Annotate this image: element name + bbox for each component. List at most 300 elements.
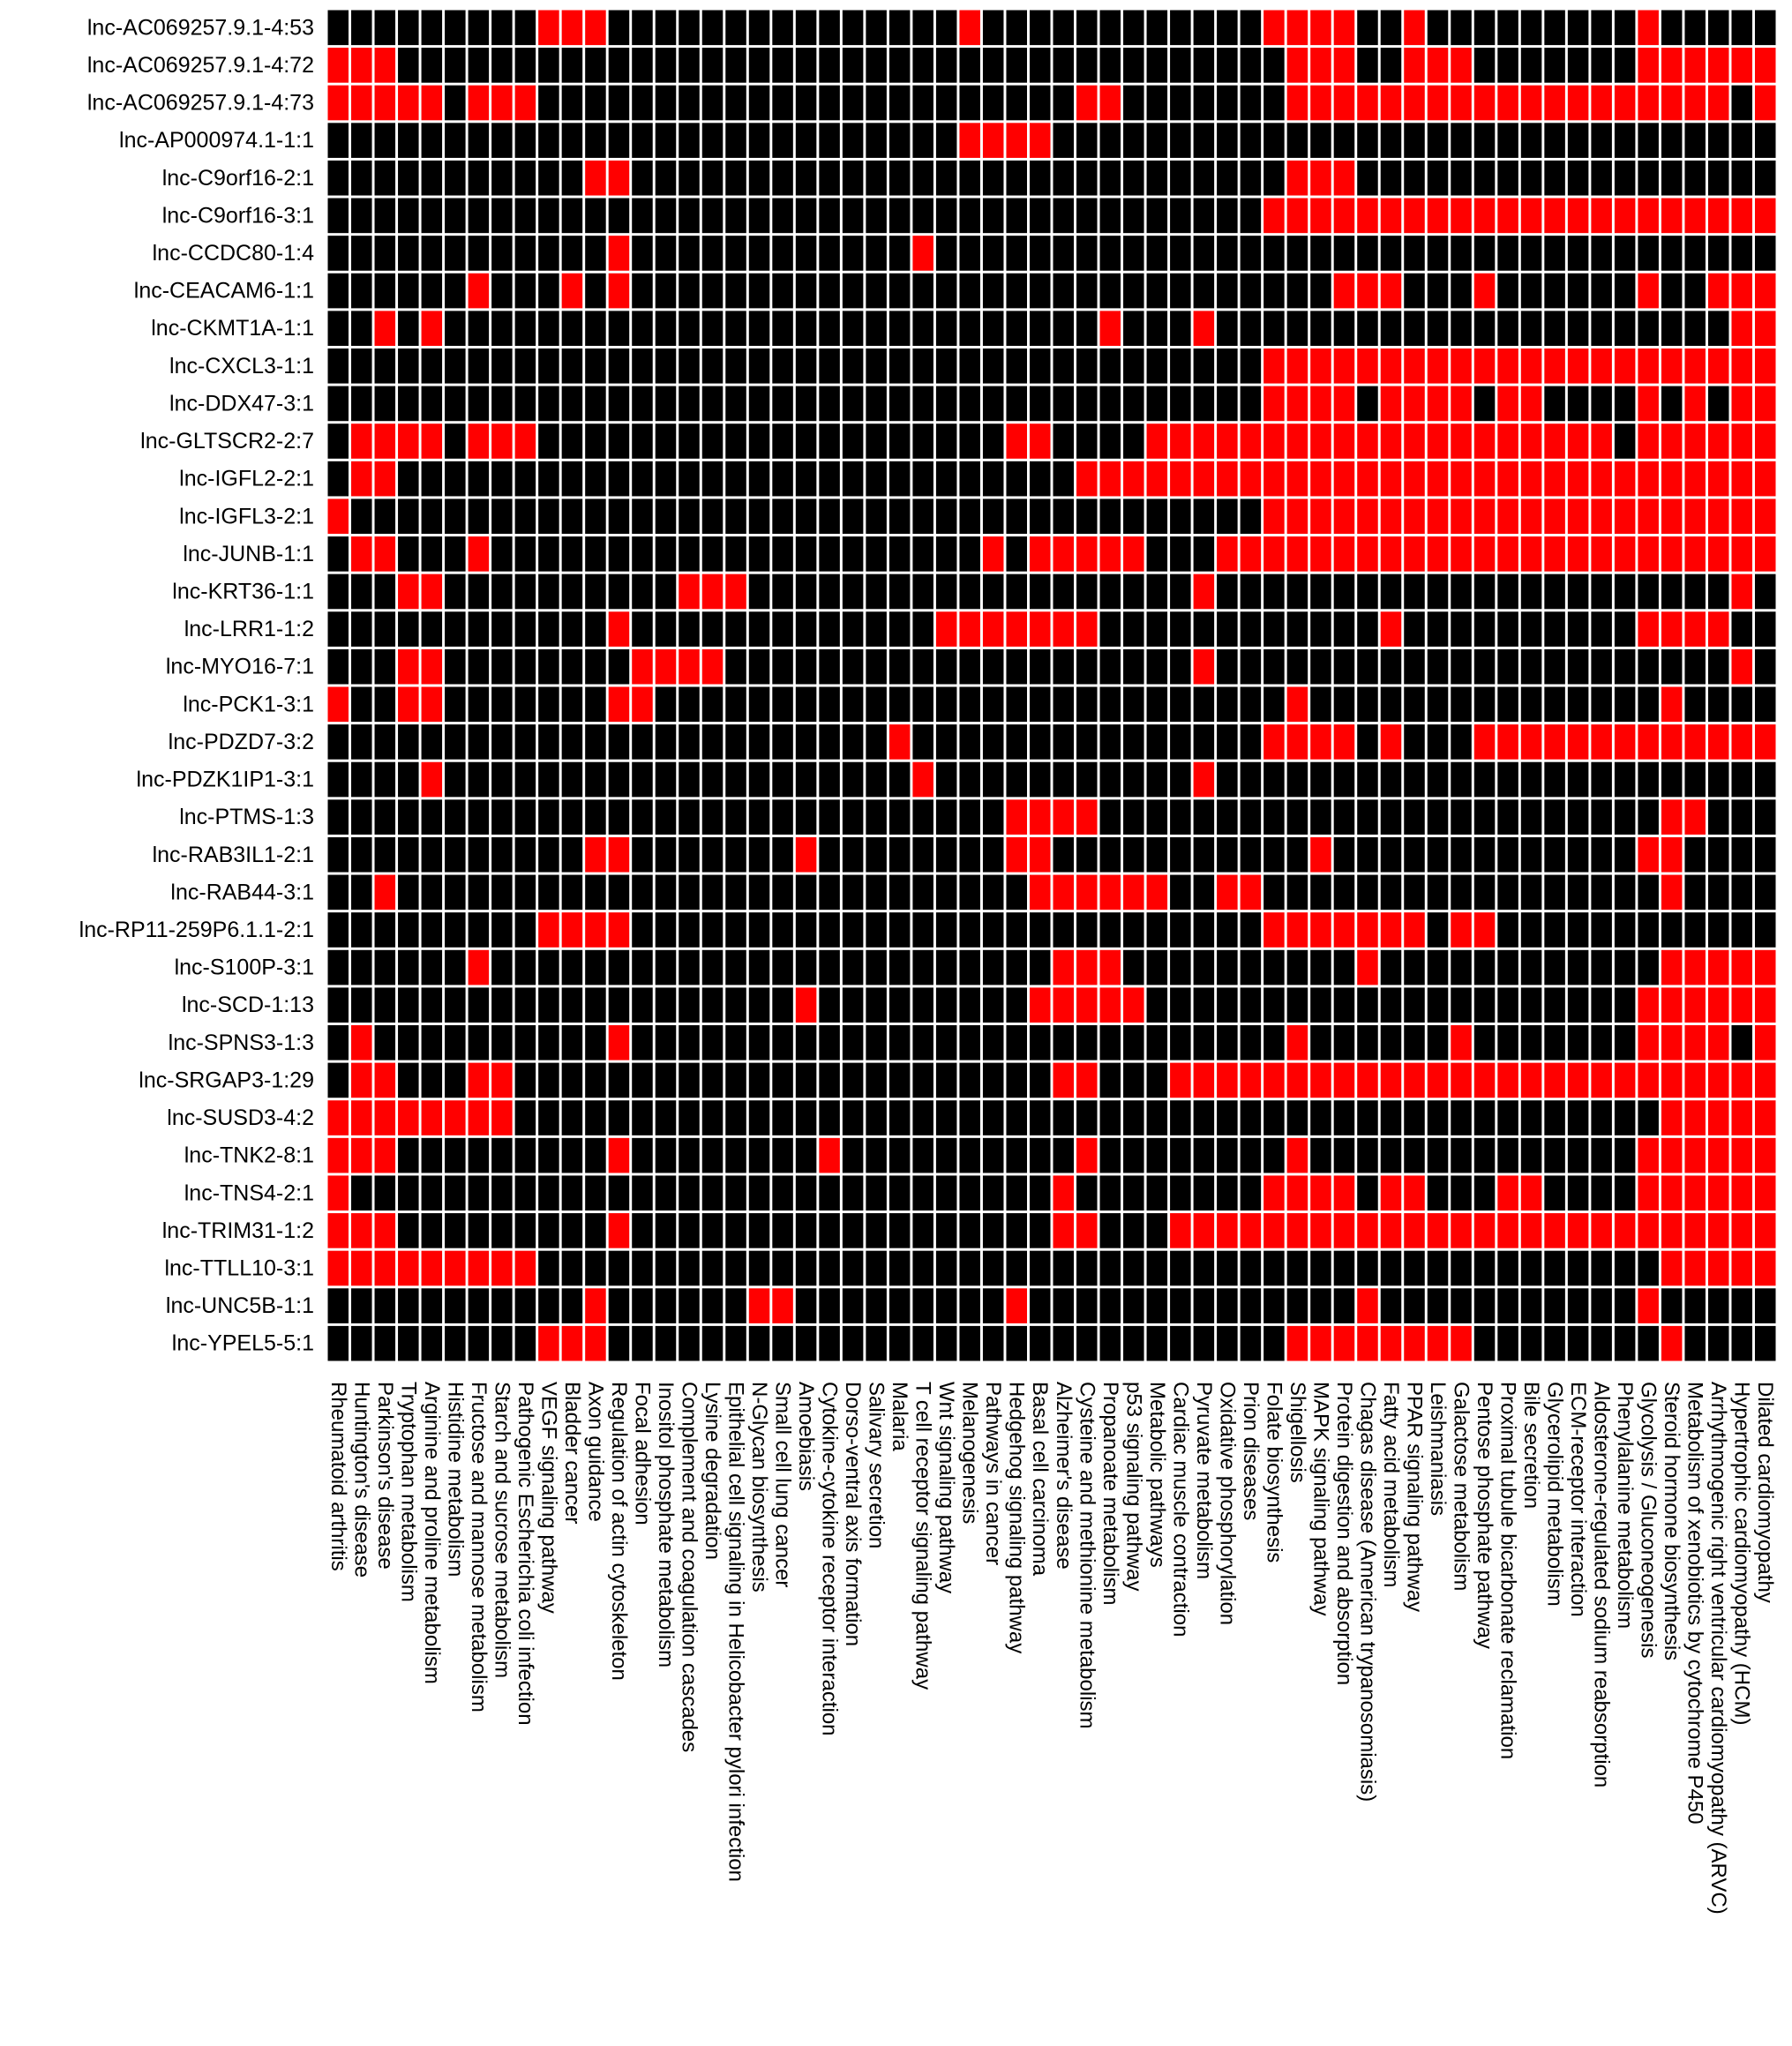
heatmap-cell [1661,987,1683,1023]
heatmap-cell [1030,48,1051,83]
heatmap-cell [632,536,653,572]
column-label: Rheumatoid arthritis [326,1382,350,1571]
heatmap-cell [1263,11,1285,46]
column-label: Basal cell carcinoma [1028,1382,1053,1577]
heatmap-cell [912,950,933,986]
heatmap-cell [1053,199,1075,234]
heatmap-cell [1100,799,1121,835]
heatmap-cell [469,1063,490,1098]
heatmap-cell [1147,48,1168,83]
heatmap-cell [725,311,746,346]
heatmap-cell [936,687,957,723]
heatmap-cell [1428,837,1449,873]
heatmap-cell [422,536,443,572]
row-label: lnc-MYO16-7:1 [165,654,314,679]
heatmap-cell [889,574,911,610]
heatmap-cell [1474,875,1496,911]
heatmap-cell [632,48,653,83]
heatmap-cell [1287,498,1308,534]
heatmap-cell [1123,498,1144,534]
heatmap-cell [1217,161,1238,196]
heatmap-cell [469,311,490,346]
heatmap-cell [515,236,536,271]
heatmap-cell [1053,536,1075,572]
heatmap-cell [959,236,980,271]
heatmap-cell [1334,1288,1355,1323]
heatmap-cell [983,1213,1004,1248]
heatmap-cell [1310,161,1331,196]
heatmap-cell [1708,687,1729,723]
heatmap-cell [725,611,746,647]
heatmap-cell [1357,687,1378,723]
heatmap-cell [1451,423,1472,459]
heatmap-cell [866,199,887,234]
column-label: Hypertrophic cardiomyopathy (HCM) [1729,1382,1754,1726]
column-label: Alzheimer's disease [1051,1382,1076,1570]
heatmap-cell [1170,48,1191,83]
heatmap-cell [843,461,864,497]
heatmap-cell [375,311,396,346]
heatmap-cell [585,912,606,948]
heatmap-cell [328,1138,349,1173]
heatmap-cell [1147,574,1168,610]
heatmap-cell [1731,1251,1752,1286]
heatmap-cell [749,236,770,271]
heatmap-cell [1357,48,1378,83]
heatmap-cell [1638,386,1659,422]
heatmap-cell [1310,611,1331,647]
heatmap-cell [445,1100,466,1135]
heatmap-cell [1521,1138,1542,1173]
heatmap-cell [1474,762,1496,798]
heatmap-cell [1287,1063,1308,1098]
heatmap-cell [772,423,793,459]
heatmap-cell [1053,86,1075,121]
heatmap-cell [1194,574,1215,610]
heatmap-cell [679,123,700,158]
heatmap-cell [725,875,746,911]
heatmap-cell [1661,461,1683,497]
heatmap-cell [866,950,887,986]
heatmap-cell [1404,912,1425,948]
heatmap-cell [1030,461,1051,497]
heatmap-cell [1170,199,1191,234]
column-label: Pentose phosphate pathway [1473,1382,1497,1649]
heatmap-cell [538,1213,559,1248]
heatmap-cell [1123,799,1144,835]
heatmap-cell [1334,837,1355,873]
heatmap-cell [702,86,724,121]
heatmap-cell [843,161,864,196]
heatmap-cell [351,348,372,384]
heatmap-cell [375,423,396,459]
heatmap-cell [1263,199,1285,234]
heatmap-cell [1497,611,1518,647]
heatmap-cell [1708,649,1729,685]
heatmap-cell [1287,762,1308,798]
heatmap-cell [1053,498,1075,534]
heatmap-cell [1568,837,1589,873]
heatmap-cell [1123,536,1144,572]
heatmap-cell [912,1100,933,1135]
heatmap-cell [772,611,793,647]
heatmap-cell [749,875,770,911]
heatmap-cell [328,11,349,46]
heatmap-cell [1684,950,1706,986]
heatmap-cell [1568,536,1589,572]
heatmap-cell [491,837,513,873]
heatmap-cell [1170,687,1191,723]
heatmap-cell [515,161,536,196]
heatmap-cell [1170,724,1191,760]
heatmap-cell [1241,987,1262,1023]
heatmap-cell [1661,950,1683,986]
heatmap-cell [983,1100,1004,1135]
heatmap-cell [843,199,864,234]
column-label: Oxidative phosphorylation [1215,1382,1240,1626]
heatmap-cell [1170,611,1191,647]
heatmap-cell [1521,536,1542,572]
heatmap-cell [1123,1138,1144,1173]
heatmap-cell [656,1063,677,1098]
heatmap-cell [1263,649,1285,685]
heatmap-cell [585,1100,606,1135]
heatmap-cell [819,86,840,121]
heatmap-cell [1030,199,1051,234]
heatmap-cell [1030,1025,1051,1060]
heatmap-cell [422,161,443,196]
heatmap-cell [632,461,653,497]
heatmap-cell [1755,912,1776,948]
column-label: Steroid hormone biosynthesis [1660,1382,1684,1661]
heatmap-cell [1521,123,1542,158]
heatmap-cell [772,86,793,121]
heatmap-cell [422,611,443,647]
heatmap-cell [1263,86,1285,121]
heatmap-cell [866,236,887,271]
heatmap-cell [1404,11,1425,46]
heatmap-cell [538,574,559,610]
heatmap-cell [1428,423,1449,459]
heatmap-cell [936,86,957,121]
heatmap-cell [632,875,653,911]
heatmap-cell [1147,799,1168,835]
heatmap-cell [1076,123,1098,158]
heatmap-cell [1404,649,1425,685]
heatmap-cell [959,1138,980,1173]
heatmap-cell [1755,1138,1776,1173]
heatmap-cell [1428,1100,1449,1135]
heatmap-cell [398,574,419,610]
heatmap-cell [1263,1063,1285,1098]
heatmap-cell [1684,86,1706,121]
heatmap-cell [1357,161,1378,196]
heatmap-cell [1615,348,1636,384]
heatmap-cell [491,498,513,534]
heatmap-cell [1708,950,1729,986]
heatmap-cell [1287,11,1308,46]
heatmap-cell [1731,1175,1752,1210]
heatmap-cell [609,1100,630,1135]
heatmap-cell [1755,536,1776,572]
heatmap-cell [1287,199,1308,234]
heatmap-cell [1287,724,1308,760]
heatmap-cell [515,274,536,309]
heatmap-cell [749,837,770,873]
heatmap-cell [1404,987,1425,1023]
heatmap-cell [585,762,606,798]
column-label: Phenylalanine metabolism [1613,1382,1638,1630]
heatmap-cell [1123,611,1144,647]
heatmap-cell [936,199,957,234]
heatmap-cell [585,48,606,83]
heatmap-cell [1615,950,1636,986]
heatmap-cell [725,649,746,685]
heatmap-cell [469,1326,490,1361]
heatmap-cell [375,274,396,309]
heatmap-cell [1147,762,1168,798]
heatmap-cell [679,498,700,534]
column-label: Propanoate metabolism [1098,1382,1122,1606]
heatmap-cell [538,199,559,234]
heatmap-cell [1357,762,1378,798]
heatmap-cell [912,1138,933,1173]
heatmap-cell [1334,574,1355,610]
heatmap-cell [1194,461,1215,497]
column-label: Melanogenesis [957,1382,982,1525]
heatmap-cell [1755,161,1776,196]
heatmap-cell [422,86,443,121]
heatmap-cell [843,724,864,760]
heatmap-cell [772,1100,793,1135]
heatmap-cell [469,423,490,459]
heatmap-cell [843,799,864,835]
heatmap-cell [469,1025,490,1060]
heatmap-cell [819,1025,840,1060]
heatmap-cell [1357,611,1378,647]
heatmap-cell [1638,1213,1659,1248]
heatmap-cell [1053,1251,1075,1286]
heatmap-cell [1381,86,1402,121]
heatmap-cell [1755,348,1776,384]
heatmap-cell [1451,649,1472,685]
heatmap-cell [866,1288,887,1323]
heatmap-cell [912,11,933,46]
heatmap-cell [889,123,911,158]
heatmap-cell [1147,536,1168,572]
heatmap-cell [936,875,957,911]
heatmap-cell [585,498,606,534]
row-label: lnc-C9orf16-2:1 [161,165,314,191]
heatmap-cell [1381,837,1402,873]
heatmap-cell [398,762,419,798]
heatmap-cell [328,236,349,271]
heatmap-cell [1638,1288,1659,1323]
heatmap-cell [1451,536,1472,572]
heatmap-cell [1451,799,1472,835]
heatmap-cell [375,1063,396,1098]
heatmap-cell [1170,1288,1191,1323]
heatmap-cell [538,762,559,798]
heatmap-cell [1638,274,1659,309]
row-label: lnc-PDZD7-3:2 [168,729,314,754]
heatmap-cell [491,236,513,271]
heatmap-cell [609,1326,630,1361]
heatmap-cell [632,1025,653,1060]
heatmap-cell [1194,1100,1215,1135]
heatmap-cell [796,498,817,534]
heatmap-cell [1241,1138,1262,1173]
heatmap-cell [538,875,559,911]
row-label: lnc-SUSD3-4:2 [167,1105,314,1131]
row-label: lnc-CCDC80-1:4 [152,240,314,266]
heatmap-cell [819,987,840,1023]
heatmap-cell [725,386,746,422]
heatmap-cell [1451,987,1472,1023]
heatmap-cell [959,987,980,1023]
heatmap-cell [936,649,957,685]
heatmap-cell [1755,1251,1776,1286]
heatmap-cell [328,837,349,873]
heatmap-cell [328,498,349,534]
heatmap-cell [1521,611,1542,647]
heatmap-cell [1428,987,1449,1023]
heatmap-cell [609,423,630,459]
heatmap-cell [1194,236,1215,271]
heatmap-cell [1194,611,1215,647]
heatmap-cell [1217,311,1238,346]
heatmap-cell [1147,311,1168,346]
heatmap-cell [585,724,606,760]
heatmap-cell [656,536,677,572]
heatmap-cell [1591,86,1612,121]
heatmap-cell [562,498,583,534]
row-labels [79,15,314,1355]
heatmap-cell [1731,48,1752,83]
column-label: Glycerolipid metabolism [1542,1382,1567,1607]
heatmap-cell [819,274,840,309]
heatmap-cell [1310,574,1331,610]
heatmap-cell [1428,950,1449,986]
heatmap-cell [1497,423,1518,459]
heatmap-cell [983,48,1004,83]
heatmap-cell [1708,236,1729,271]
heatmap-cell [936,1138,957,1173]
heatmap-cell [1076,536,1098,572]
heatmap-cell [959,875,980,911]
heatmap-cell [1076,423,1098,459]
heatmap-cell [1381,236,1402,271]
heatmap-cell [1568,762,1589,798]
heatmap-cell [562,461,583,497]
heatmap-cell [1241,762,1262,798]
heatmap-cell [1357,950,1378,986]
heatmap-cell [819,1175,840,1210]
heatmap-cell [562,11,583,46]
heatmap-cell [469,1175,490,1210]
heatmap-cell [1568,987,1589,1023]
heatmap-cell [515,1175,536,1210]
heatmap-cell [538,386,559,422]
heatmap-cell [585,1175,606,1210]
heatmap-cell [1217,498,1238,534]
column-label: Epithelial cell signaling in Helicobacter pylori infection [724,1382,748,1882]
heatmap-cell [796,1063,817,1098]
heatmap-cell [749,1100,770,1135]
heatmap-cell [1310,724,1331,760]
heatmap-cell [422,498,443,534]
heatmap-cell [1615,1025,1636,1060]
heatmap-cell [749,574,770,610]
heatmap-cell [772,724,793,760]
column-label: Pyruvate metabolism [1191,1382,1216,1580]
heatmap-cell [538,236,559,271]
column-label: Amoebiasis [794,1382,819,1492]
heatmap-cell [328,86,349,121]
heatmap-cell [1544,274,1565,309]
heatmap-cell [1147,1138,1168,1173]
heatmap-cell [1076,574,1098,610]
heatmap-cell [1217,724,1238,760]
heatmap-cell [959,536,980,572]
heatmap-cell [1123,950,1144,986]
heatmap-cell [725,950,746,986]
heatmap-cell [1615,799,1636,835]
row-label: lnc-CKMT1A-1:1 [151,316,314,341]
heatmap-cell [796,311,817,346]
heatmap-cell [1123,987,1144,1023]
heatmap-cell [1076,1251,1098,1286]
heatmap-cell [515,799,536,835]
heatmap-cell [1006,987,1027,1023]
heatmap-cell [1661,1213,1683,1248]
heatmap-cell [1147,950,1168,986]
heatmap-cell [1217,687,1238,723]
heatmap-cell [1170,762,1191,798]
heatmap-cell [1147,875,1168,911]
heatmap-cell [1591,1138,1612,1173]
heatmap-cell [328,1025,349,1060]
heatmap-cell [1217,48,1238,83]
heatmap-cell [679,161,700,196]
heatmap-cell [1381,724,1402,760]
heatmap-cell [422,987,443,1023]
heatmap-cell [702,274,724,309]
heatmap-cell [1334,123,1355,158]
heatmap-cell [585,687,606,723]
heatmap-cell [562,837,583,873]
heatmap-cell [843,837,864,873]
heatmap-cell [1568,611,1589,647]
heatmap-cell [1381,1213,1402,1248]
heatmap-cell [749,1251,770,1286]
heatmap-cell [1100,1138,1121,1173]
heatmap-cell [1217,1213,1238,1248]
heatmap-cell [1638,498,1659,534]
heatmap-cell [1428,123,1449,158]
heatmap-cell [1591,837,1612,873]
heatmap-cell [1544,1288,1565,1323]
heatmap-cell [351,950,372,986]
heatmap-cell [1076,48,1098,83]
heatmap-cell [1638,161,1659,196]
heatmap-cell [936,123,957,158]
heatmap-cell [1194,123,1215,158]
heatmap-cell [1591,423,1612,459]
heatmap-cell [679,611,700,647]
heatmap-cell [562,1251,583,1286]
heatmap-cell [445,1025,466,1060]
